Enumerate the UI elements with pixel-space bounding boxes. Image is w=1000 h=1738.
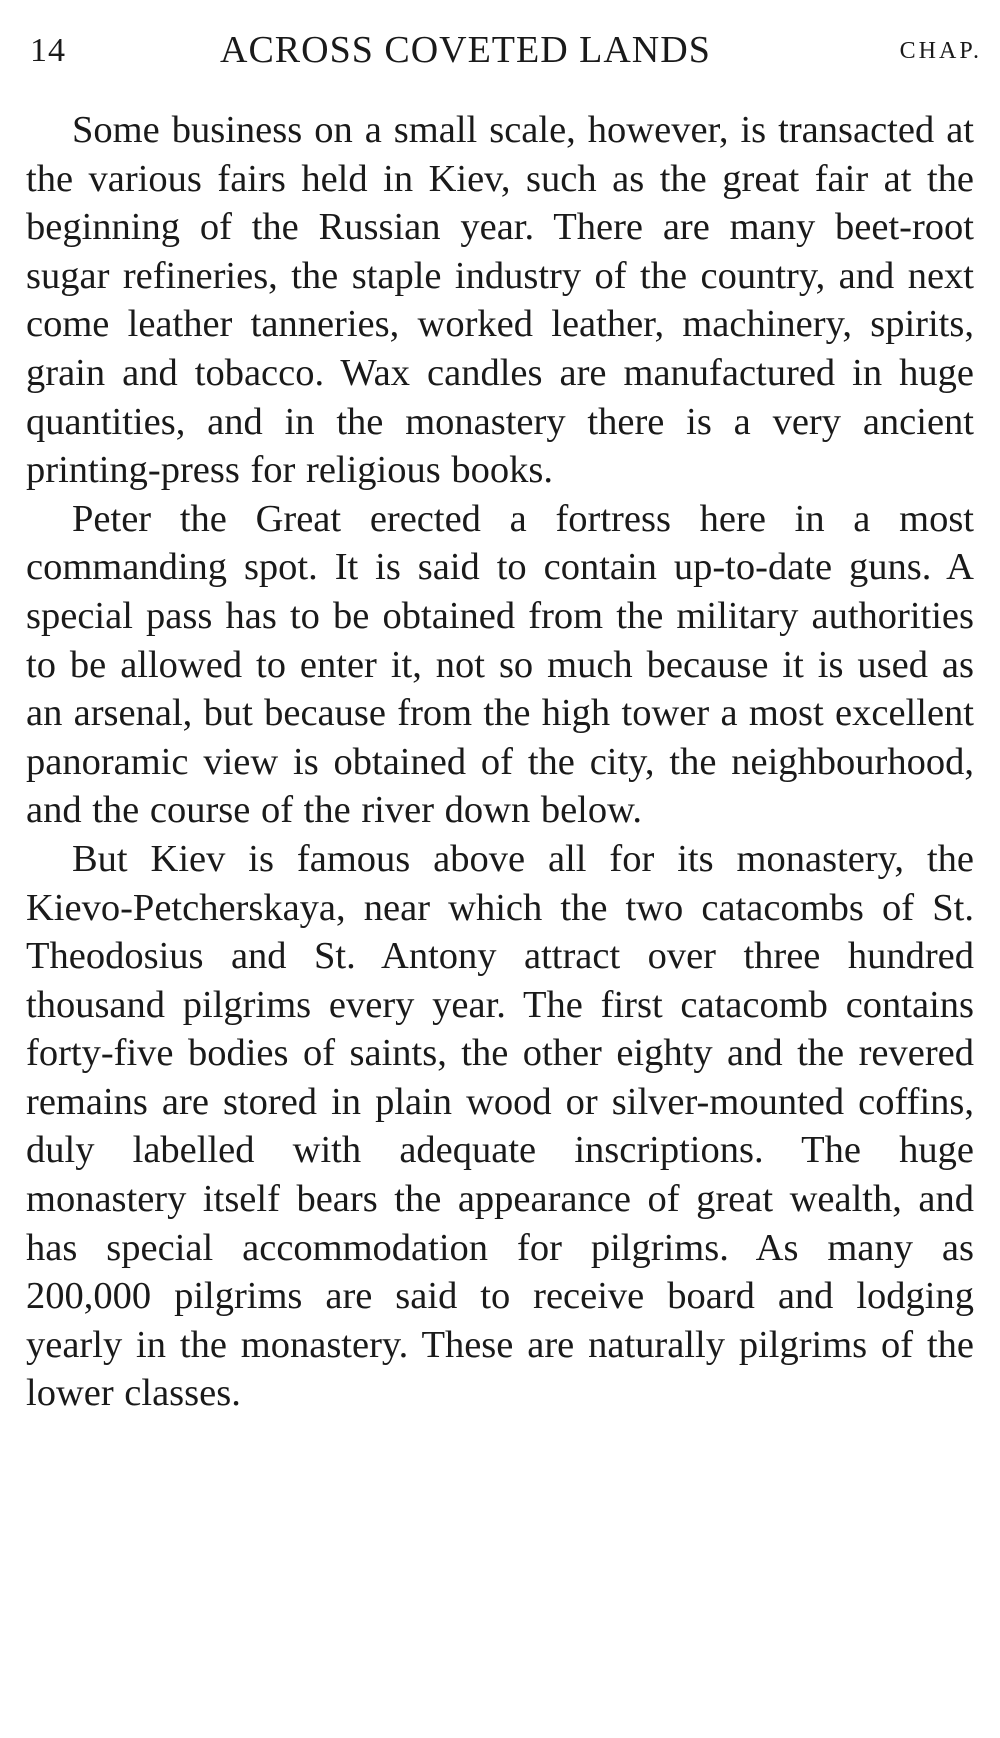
book-title: ACROSS COVETED LANDS: [220, 29, 711, 71]
paragraph-fortress: Peter the Great erected a fortress here in a most commanding spot. It is said to contain up-to-date guns. A special pass has to be obtained from the military authorities to be allowed to enter it, not so much because it is used as an arsenal, but because from the high tower a most excellent panoramic view is obtained of the city, the neighbourhood, and the course of the river down below.: [26, 497, 974, 832]
paragraph-monastery: But Kiev is famous above all for its monastery, the Kievo-Petcherskaya, near which the two catacombs of St. Theodosius and St. Antony attract over three hundred thousand pilgrims every year. The first catacomb contains forty-five bodies of saints, the other eighty and the revered remains are stored in plain wood or silver-mounted coffins, duly labelled with adequate inscriptions. The huge monastery itself bears the appearance of great wealth, and has special accommodation for pilgrims. As many as 200,000 pilgrims are said to receive board and lodging yearly in the monastery. These are naturally pilgrims of the lower classes.: [26, 837, 974, 1415]
body-text: [26, 106, 974, 1418]
running-head: [30, 26, 982, 76]
page-number: 14: [30, 32, 66, 69]
chapter-label: CHAP.: [899, 38, 982, 64]
paragraph-fairs-and-industry: Some business on a small scale, however, is transacted at the various fairs held in Kiev, such as the great fair at the beginning of the Russian year. There are many beet-root sugar refineries, the staple industry of the country, and next come leather tanneries, worked leather, machinery, spirits, grain and tobacco. Wax candles are manufactured in huge quantities, and in the monastery there is a very ancient printing-press for religious books.: [26, 109, 974, 492]
